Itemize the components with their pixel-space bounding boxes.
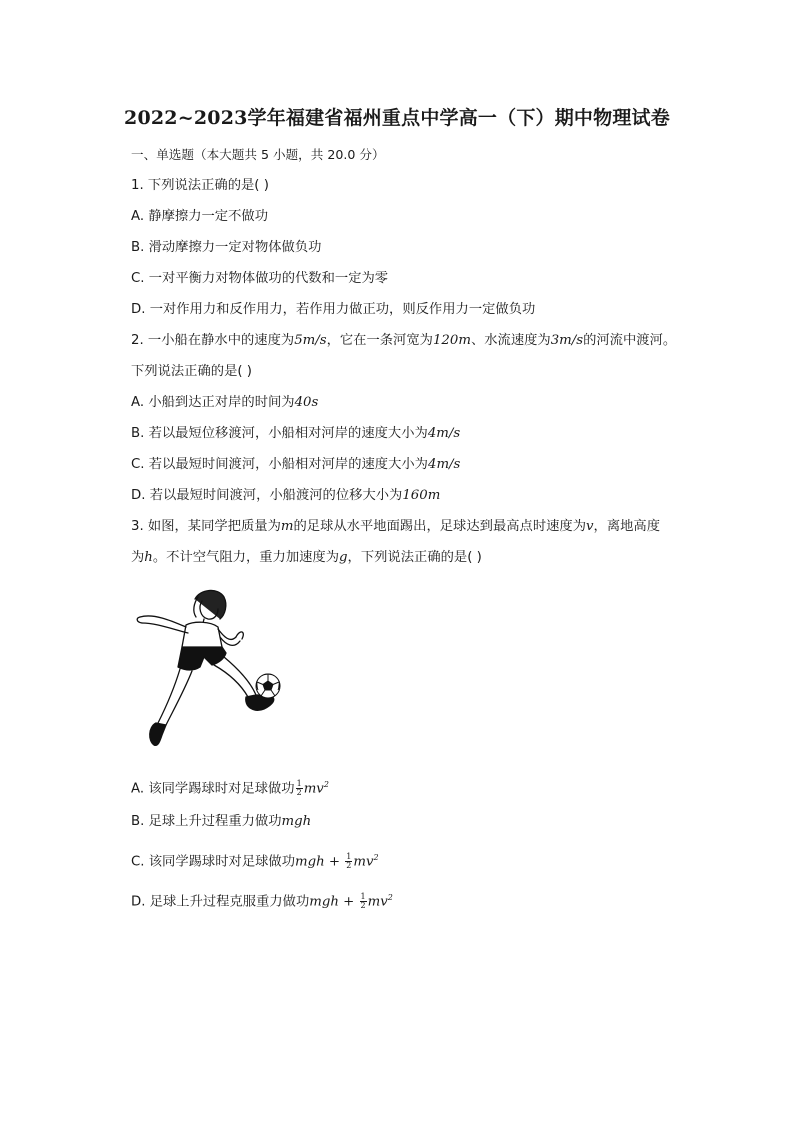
page-title: 2022~2023学年福建省福州重点中学高一（下）期中物理试卷 bbox=[124, 107, 670, 129]
fraction-denominator: 2 bbox=[346, 860, 352, 870]
q1-option-c: C. 一对平衡力对物体做功的代数和一定为零 bbox=[131, 271, 389, 286]
q2-option-d-text: D. 若以最短时间渡河，小船渡河的位移大小为 bbox=[131, 488, 403, 503]
q3-option-d-math: mgh + bbox=[309, 894, 359, 910]
q3-option-c-text: C. 该同学踢球时对足球做功 bbox=[131, 854, 296, 870]
q3-velocity-symbol: v bbox=[586, 519, 594, 534]
q3-stem-part: 的足球从水平地面踢出，足球达到最高点时速度为 bbox=[293, 519, 587, 534]
section-heading: 一、单选题（本大题共 5 小题，共 20.0 分） bbox=[131, 147, 385, 162]
q3-option-b-math: mgh bbox=[281, 814, 312, 829]
q2-stem-part: ，它在一条河宽为 bbox=[326, 333, 433, 348]
q3-option-d bbox=[131, 889, 393, 911]
fraction bbox=[360, 893, 367, 910]
q3-gravity-symbol: g bbox=[339, 550, 348, 565]
q2-boat-speed: 5m/s bbox=[294, 333, 327, 348]
q3-mass-symbol: m bbox=[280, 519, 294, 534]
q3-stem-part: 为 bbox=[131, 550, 145, 565]
q2-option-b bbox=[131, 425, 460, 443]
question-1-stem: 1. 下列说法正确的是( ) bbox=[131, 178, 269, 193]
fraction-denominator: 2 bbox=[360, 900, 366, 910]
q3-option-c-math-tail: mv bbox=[353, 854, 374, 870]
q2-option-a-text: A. 小船到达正对岸的时间为 bbox=[131, 395, 295, 410]
q1-option-a: A. 静摩擦力一定不做功 bbox=[131, 209, 268, 224]
q2-option-b-math: 4m/s bbox=[427, 426, 461, 441]
q3-stem-part: ，下列说法正确的是( ) bbox=[347, 550, 482, 565]
q1-option-b: B. 滑动摩擦力一定对物体做负功 bbox=[131, 240, 322, 255]
q2-stem-part: 2. 一小船在静水中的速度为 bbox=[131, 333, 295, 348]
q1-option-d: D. 一对作用力和反作用力，若作用力做正功，则反作用力一定做负功 bbox=[131, 302, 536, 317]
q2-option-d-math: 160m bbox=[402, 488, 441, 503]
question-3-stem-line2 bbox=[131, 549, 482, 567]
question-2-stem bbox=[131, 332, 676, 350]
exponent: 2 bbox=[323, 780, 329, 789]
q3-option-c-math: mgh + bbox=[295, 854, 345, 870]
q3-stem-part: 3. 如图，某同学把质量为 bbox=[131, 519, 281, 534]
q2-option-d bbox=[131, 487, 440, 505]
q2-option-c-math: 4m/s bbox=[427, 457, 461, 472]
fraction-denominator: 2 bbox=[296, 787, 302, 797]
q2-option-c bbox=[131, 456, 460, 474]
q2-option-c-text: C. 若以最短时间渡河，小船相对河岸的速度大小为 bbox=[131, 457, 428, 472]
q2-stem-part: 、水流速度为 bbox=[470, 333, 551, 348]
q3-stem-part: ，离地高度 bbox=[593, 519, 661, 534]
q3-option-b-text: B. 足球上升过程重力做功 bbox=[131, 814, 282, 829]
question-3-stem bbox=[131, 518, 660, 536]
q3-stem-part: 。不计空气阻力，重力加速度为 bbox=[152, 550, 340, 565]
q2-river-width: 120m bbox=[432, 333, 471, 348]
q2-water-speed: 3m/s bbox=[550, 333, 584, 348]
fraction bbox=[296, 780, 303, 797]
question-2-stem-line2: 下列说法正确的是( ) bbox=[131, 364, 252, 379]
q3-option-b bbox=[131, 813, 311, 831]
soccer-player-figure bbox=[132, 585, 284, 750]
q2-option-a bbox=[131, 394, 318, 412]
fraction-numerator: 1 bbox=[296, 778, 302, 788]
q2-option-b-text: B. 若以最短位移渡河，小船相对河岸的速度大小为 bbox=[131, 426, 428, 441]
exponent: 2 bbox=[387, 893, 393, 902]
q3-option-c bbox=[131, 849, 379, 871]
q3-option-d-text: D. 足球上升过程克服重力做功 bbox=[131, 894, 310, 910]
fraction-numerator: 1 bbox=[346, 851, 352, 861]
q3-option-a-text: A. 该同学踢球时对足球做功 bbox=[131, 781, 295, 797]
q3-height-symbol: h bbox=[144, 550, 153, 565]
q3-option-a-math: mv bbox=[303, 781, 324, 797]
exponent: 2 bbox=[373, 853, 379, 862]
fraction-numerator: 1 bbox=[360, 891, 366, 901]
q3-option-a bbox=[131, 776, 329, 798]
q2-stem-part: 的河流中渡河。 bbox=[583, 333, 677, 348]
q2-option-a-math: 40s bbox=[294, 395, 319, 410]
fraction bbox=[345, 853, 352, 870]
q3-option-d-math-tail: mv bbox=[367, 894, 388, 910]
